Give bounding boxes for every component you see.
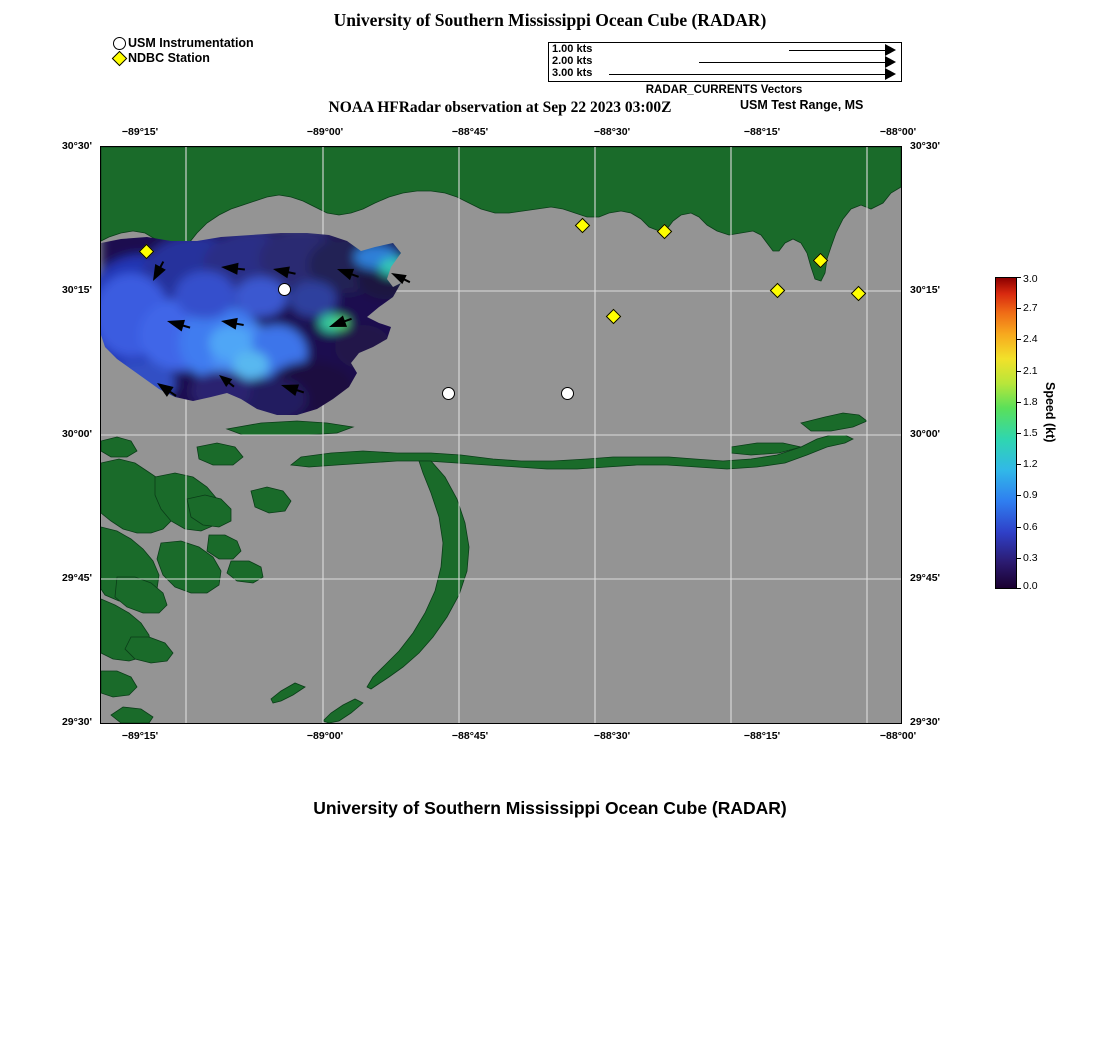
colorbar-tick-7: 0.9 <box>1023 489 1038 502</box>
vector-key-label-1: 1.00 kts <box>552 43 593 55</box>
legend-item-usm-instrumentation <box>110 36 254 51</box>
usm-instrumentation-marker[interactable] <box>561 387 574 400</box>
footer-title: University of Southern Mississippi Ocean Cube (RADAR) <box>313 798 787 818</box>
y-tick-left-3: 29°45' <box>61 572 92 584</box>
colorbar-tick-3: 2.1 <box>1023 364 1038 377</box>
y-tick-right-0: 30°30' <box>910 140 941 152</box>
observation-title: NOAA HFRadar observation at Sep 22 2023 03:00Z <box>328 99 672 116</box>
colorbar-tick-2: 2.4 <box>1023 333 1038 346</box>
colorbar-title: Speed (kt) <box>1043 382 1057 443</box>
x-tick-top-4: −88°15' <box>743 126 781 138</box>
usm-instrumentation-marker[interactable] <box>278 283 291 296</box>
page-title: University of Southern Mississippi Ocean Cube (RADAR) <box>333 10 767 30</box>
x-tick-top-0: −89°15' <box>121 126 159 138</box>
site-label: USM Test Range, MS <box>740 98 864 112</box>
y-tick-left-2: 30°00' <box>61 428 92 440</box>
x-tick-top-5: −88°00' <box>879 126 917 138</box>
legend-label-ndbc: NDBC Station <box>128 51 210 65</box>
speed-colorbar <box>995 273 1057 592</box>
current-vector-arrows <box>101 147 901 723</box>
colorbar-tick-8: 0.6 <box>1023 520 1038 533</box>
usm-instrumentation-marker[interactable] <box>442 387 455 400</box>
x-tick-bottom-1: −89°00' <box>306 730 344 742</box>
vector-key-row-2 <box>549 56 901 68</box>
colorbar-tick-9: 0.3 <box>1023 551 1038 564</box>
colorbar-tick-0: 3.0 <box>1023 273 1038 285</box>
x-tick-top-1: −89°00' <box>306 126 344 138</box>
colorbar-gradient <box>995 277 1017 589</box>
y-tick-left-4: 29°30' <box>61 716 92 728</box>
colorbar-tick-10: 0.0 <box>1023 580 1038 592</box>
vector-key-arrow-1 <box>885 44 896 56</box>
vector-key-label-2: 2.00 kts <box>552 55 593 67</box>
legend-item-ndbc-station <box>110 51 254 66</box>
vector-key-line-1 <box>789 50 885 51</box>
x-tick-bottom-0: −89°15' <box>121 730 159 742</box>
x-tick-bottom-5: −88°00' <box>879 730 917 742</box>
radar-map[interactable] <box>100 146 902 724</box>
map-canvas <box>101 147 901 723</box>
vector-key-row-3 <box>549 68 901 80</box>
y-tick-right-1: 30°15' <box>910 284 941 296</box>
vector-key-line-3 <box>609 74 885 75</box>
colorbar-tick-6: 1.2 <box>1023 458 1038 471</box>
vector-key-arrow-2 <box>885 56 896 68</box>
y-tick-left-0: 30°30' <box>61 140 92 152</box>
vector-key-row-1 <box>549 44 901 56</box>
map-legend <box>110 36 254 66</box>
y-tick-right-3: 29°45' <box>910 572 941 584</box>
x-tick-bottom-2: −88°45' <box>451 730 489 742</box>
y-tick-left-1: 30°15' <box>61 284 92 296</box>
vector-key-line-2 <box>699 62 885 63</box>
x-tick-bottom-4: −88°15' <box>743 730 781 742</box>
colorbar-tick-1: 2.7 <box>1023 302 1038 315</box>
colorbar-tick-4: 1.8 <box>1023 395 1038 408</box>
y-tick-right-4: 29°30' <box>910 716 941 728</box>
diamond-marker-icon <box>110 51 128 66</box>
circle-marker-icon <box>110 36 128 51</box>
vector-key-caption: RADAR_CURRENTS Vectors <box>645 84 803 96</box>
x-tick-top-3: −88°30' <box>593 126 631 138</box>
colorbar-tick-5: 1.5 <box>1023 427 1038 439</box>
vector-scale-key <box>548 42 902 82</box>
vector-key-label-3: 3.00 kts <box>552 67 593 79</box>
x-tick-bottom-3: −88°30' <box>593 730 631 742</box>
y-tick-right-2: 30°00' <box>910 428 941 440</box>
vector-key-arrow-3 <box>885 68 896 80</box>
legend-label-usm: USM Instrumentation <box>128 36 254 50</box>
x-tick-top-2: −88°45' <box>451 126 489 138</box>
